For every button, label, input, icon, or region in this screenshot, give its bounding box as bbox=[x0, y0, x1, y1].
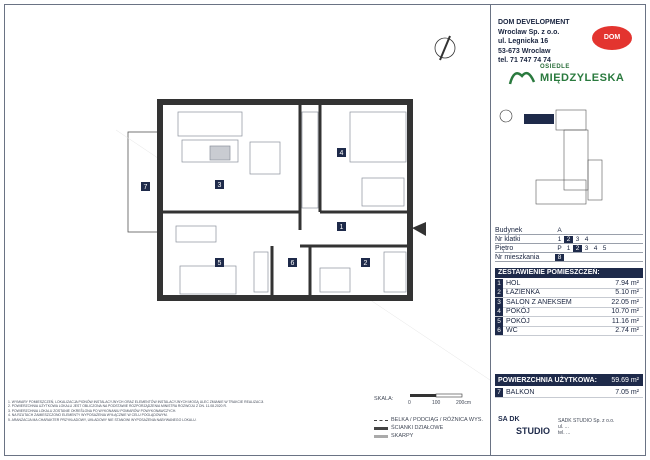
plan-label-2: 2 bbox=[363, 260, 368, 267]
entrance-marker bbox=[412, 222, 426, 236]
footnote: 5. ARANŻACJA MA CHARAKTER PRZYKŁADOWY, UKŁADOWY NIE STANOWI WYPOSAŻENIA NABYWANEGO LOKALU. bbox=[8, 417, 197, 422]
rooms-list bbox=[495, 279, 643, 336]
room-area: 2.74 m² bbox=[615, 327, 639, 335]
plan-label-5: 5 bbox=[217, 260, 222, 267]
stairwell-1: 1 bbox=[557, 235, 562, 243]
room-no: 1 bbox=[495, 279, 503, 288]
floor-2: 2 bbox=[573, 245, 582, 253]
building-label: Budynek bbox=[495, 227, 523, 234]
scale-tick: 0 bbox=[408, 400, 411, 406]
footnote: 3. POWIERZCHNIA LOKALU ZOSTANIE OKREŚLONA PO WYKONANIU POMIARÓW POWYKONAWCZYCH. bbox=[8, 408, 177, 413]
studio-line: SADK STUDIO Sp. z o.o. bbox=[558, 418, 615, 424]
unit-label: Nr mieszkania bbox=[495, 254, 540, 261]
floor-p: P bbox=[557, 244, 562, 252]
floor-row bbox=[495, 244, 643, 253]
company-info bbox=[498, 18, 570, 66]
footnote: 4. NA RZUTACH ZAMIESZCZONO ELEMENTY WYPOSAŻENIA WYŁĄCZNIE W CELU POGLĄDOWYM. bbox=[8, 413, 168, 418]
unit-row bbox=[495, 253, 643, 262]
company-name: DOM DEVELOPMENT bbox=[498, 19, 570, 26]
legend bbox=[374, 416, 483, 440]
room-no: 6 bbox=[495, 326, 503, 335]
room-name: POKÓJ bbox=[506, 317, 530, 325]
legend-item bbox=[374, 424, 483, 432]
studio-line: ul. ... bbox=[558, 424, 569, 430]
unit-meta bbox=[495, 226, 643, 262]
room-row bbox=[495, 298, 643, 308]
floor-4: 4 bbox=[593, 244, 598, 252]
dom-logo: DOM bbox=[592, 26, 632, 50]
scale-tick: 200cm bbox=[456, 400, 472, 406]
outer-walls bbox=[160, 102, 410, 298]
key-plan bbox=[496, 100, 640, 218]
room-name: WC bbox=[506, 327, 518, 335]
room-row bbox=[495, 289, 643, 299]
legend-text: BELKA / PODCIĄG / RÓŻNICA WYS. bbox=[391, 417, 483, 423]
room-area: 7.94 m² bbox=[615, 279, 639, 287]
floor-1: 1 bbox=[566, 244, 571, 252]
scale-bar bbox=[400, 392, 480, 408]
company-phone: tel. 71 747 74 74 bbox=[498, 57, 551, 64]
company-street: ul. Legnicka 16 bbox=[498, 38, 549, 45]
legend-text: ŚCIANKI DZIAŁOWE bbox=[391, 425, 444, 431]
room-row bbox=[495, 279, 643, 289]
legend-item bbox=[374, 432, 483, 440]
studio-info bbox=[558, 418, 614, 436]
room-area: 5.10 m² bbox=[615, 289, 639, 297]
company-legal: Wroclaw Sp. z o.o. bbox=[498, 28, 560, 36]
floor-3: 3 bbox=[584, 244, 589, 252]
studio-line: tel. ... bbox=[558, 430, 571, 436]
balcony-no: 7 bbox=[495, 388, 503, 397]
studio-word: STUDIO bbox=[516, 426, 551, 436]
room-area: 11.16 m² bbox=[611, 317, 639, 325]
rooms-title: ZESTAWIENIE POMIESZCZEŃ: bbox=[495, 268, 643, 278]
studio-mark: SA DK bbox=[498, 416, 520, 423]
balcony-name: BALKON bbox=[506, 389, 535, 396]
building-row bbox=[495, 226, 643, 235]
room-no: 3 bbox=[495, 298, 503, 307]
footnotes bbox=[8, 400, 390, 422]
building-value: A bbox=[557, 226, 562, 234]
legend-text: SKARPY bbox=[391, 433, 414, 439]
room-no: 4 bbox=[495, 307, 503, 316]
room-no: 5 bbox=[495, 317, 503, 326]
footnote: 2. POWIERZCHNIA UŻYTKOWA LOKALU JEST OBLICZONA NA PODSTAWIE ROZPORZĄDZENIA MINISTRA ROZWOJU Z DN. 11.08.2020 R. bbox=[8, 404, 227, 409]
estate-logo-icon bbox=[508, 66, 536, 86]
plan-label-6: 6 bbox=[290, 260, 295, 267]
stairwell-3: 3 bbox=[575, 235, 580, 243]
room-row bbox=[495, 327, 643, 337]
room-area: 10.70 m² bbox=[611, 308, 639, 316]
unit-highlight bbox=[524, 114, 554, 124]
room-row bbox=[495, 308, 643, 318]
company-city: 53-673 Wroclaw bbox=[498, 47, 551, 55]
balcony-row bbox=[495, 388, 643, 398]
scale-tick: 100 bbox=[432, 400, 441, 406]
total-label: POWIERZCHNIA UŻYTKOWA: bbox=[498, 376, 597, 384]
unit-value: 8 bbox=[555, 254, 564, 262]
floor-5: 5 bbox=[602, 244, 607, 252]
stairwell-4: 4 bbox=[584, 235, 589, 243]
room-name: SALON Z ANEKSEM bbox=[506, 298, 572, 306]
footnote: 1. WYMIARY POMIESZCZEŃ, LOKALIZACJA PIONÓW INSTALACYJNYCH ORAZ ELEMENTÓW INSTALACYJNYCH MOGĄ ULEC ZMIANIE W TRAKCIE REALIZACJI. bbox=[8, 400, 265, 404]
stairwell-label: Nr klatki bbox=[495, 236, 521, 243]
room-no: 2 bbox=[495, 288, 503, 297]
room-name: HOL bbox=[506, 279, 521, 287]
room-name: POKÓJ bbox=[506, 308, 530, 316]
divider bbox=[490, 4, 491, 456]
scale-label: SKALA: bbox=[374, 396, 394, 402]
keyplan-compass-icon bbox=[500, 110, 512, 122]
estate-name: MIĘDZYLESKA bbox=[540, 72, 625, 84]
plan-label-3: 3 bbox=[217, 182, 222, 189]
plan-label-7: 7 bbox=[143, 184, 148, 191]
stairwell-2: 2 bbox=[564, 236, 573, 244]
floor-label: Piętro bbox=[495, 245, 514, 252]
balcony-area-value: 7.05 m² bbox=[615, 389, 639, 396]
total-area bbox=[495, 374, 643, 386]
room-name: ŁAZIENKA bbox=[506, 289, 540, 297]
north-compass-icon bbox=[435, 36, 455, 60]
total-value: 59.69 m² bbox=[611, 376, 639, 384]
stairwell-row bbox=[495, 235, 643, 244]
room-row bbox=[495, 317, 643, 327]
estate-prefix: OSIEDLE bbox=[540, 64, 570, 70]
room-area: 22.05 m² bbox=[611, 298, 639, 306]
legend-item bbox=[374, 416, 483, 424]
plan-label-1: 1 bbox=[339, 224, 344, 231]
plan-label-4: 4 bbox=[339, 150, 344, 157]
